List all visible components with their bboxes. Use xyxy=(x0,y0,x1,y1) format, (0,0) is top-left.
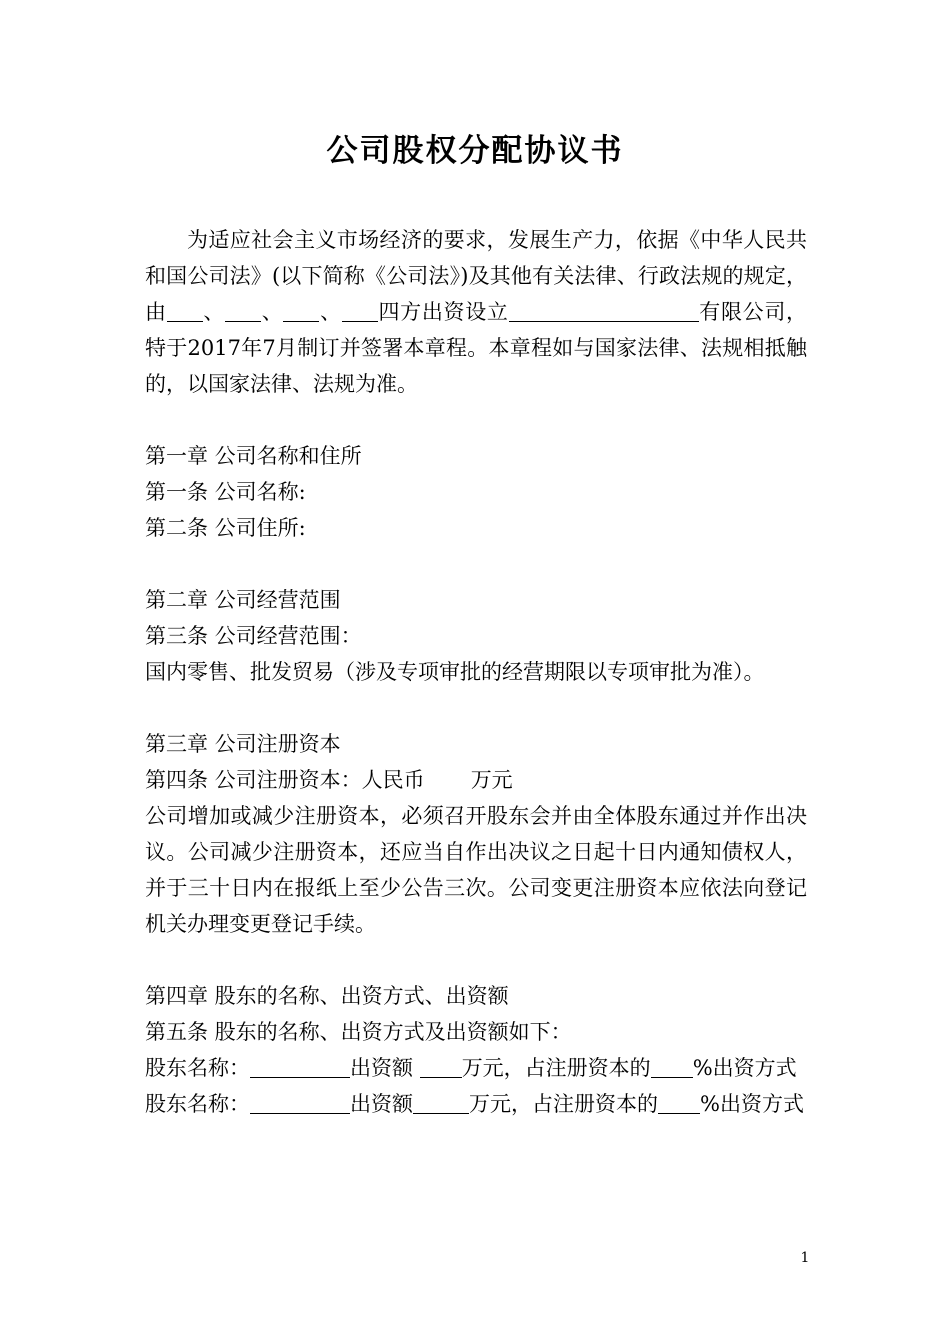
business-scope-text: 国内零售、批发贸易（涉及专项审批的经营期限以专项审批为准）。 xyxy=(145,660,765,684)
founder-blank-2 xyxy=(225,298,261,321)
chapter4-heading: 第四章 股东的名称、出资方式、出资额 xyxy=(145,984,509,1008)
chapter3-heading: 第三章 公司注册资本 xyxy=(145,732,341,756)
percent-text: %出资方式 xyxy=(700,1092,804,1116)
spacer xyxy=(145,402,807,438)
separator: 、 xyxy=(319,300,342,324)
article4-prefix: 第四条 公司注册资本：人民币 xyxy=(145,768,425,792)
preamble-paragraph xyxy=(145,222,807,402)
shareholder-row-2 xyxy=(145,1086,807,1122)
percent-blank xyxy=(658,1090,700,1113)
spacer xyxy=(145,690,807,726)
amount-blank xyxy=(413,1090,469,1113)
spacer xyxy=(145,546,807,582)
founder-blank-4 xyxy=(342,298,378,321)
article2-company-address: 第二条 公司住所: xyxy=(145,516,306,540)
percent-blank xyxy=(651,1054,693,1077)
spacer xyxy=(145,942,807,978)
chapter2-heading: 第二章 公司经营范围 xyxy=(145,588,341,612)
amount-label: 出资额 xyxy=(350,1092,413,1116)
company-name-blank xyxy=(509,298,699,321)
amount-blank xyxy=(420,1054,462,1077)
shareholder-name-blank xyxy=(250,1090,350,1113)
shareholder-label: 股东名称： xyxy=(145,1056,250,1080)
document-body xyxy=(145,222,807,1122)
page-number: 1 xyxy=(800,1250,810,1266)
article4-suffix: 万元 xyxy=(470,768,513,792)
unit-text: 万元，占注册资本的 xyxy=(461,1056,651,1080)
article3-business-scope: 第三条 公司经营范围： xyxy=(145,624,362,648)
shareholder-label: 股东名称： xyxy=(145,1092,250,1116)
separator: 、 xyxy=(261,300,284,324)
founder-blank-3 xyxy=(283,298,319,321)
separator: 、 xyxy=(202,300,226,324)
preamble-after-company: 有限公司，特于2017年7月制订并签署本章程。本章程如与国家法律、法规相抵触的，以国家法律、法规为准。 xyxy=(145,300,808,396)
article5-shareholders: 第五条 股东的名称、出资方式及出资额如下： xyxy=(145,1020,572,1044)
article1-company-name: 第一条 公司名称: xyxy=(145,480,306,504)
preamble-text: 为适应社会主义市场经济的要求，发展生产力，依据《中华人民共和国公司法》(以下简称《公司法》)及其他有关法律、行政法规的规定，由 xyxy=(145,228,807,324)
shareholder-name-blank xyxy=(250,1054,350,1077)
preamble-after-blanks: 四方出资设立 xyxy=(377,300,509,324)
document-title: 公司股权分配协议书 xyxy=(326,133,624,169)
founder-blank-1 xyxy=(167,298,203,321)
article4-registered-capital xyxy=(145,762,807,798)
unit-text: 万元，占注册资本的 xyxy=(469,1092,658,1116)
amount-label: 出资额 xyxy=(350,1056,420,1080)
percent-text: %出资方式 xyxy=(692,1056,797,1080)
shareholder-row-1 xyxy=(145,1050,807,1086)
chapter1-heading: 第一章 公司名称和住所 xyxy=(145,444,362,468)
capital-change-paragraph: 公司增加或减少注册资本，必须召开股东会并由全体股东通过并作出决议。公司减少注册资本，还应当自作出决议之日起十日内通知债权人，并于三十日内在报纸上至少公告三次。公司变更注册资本应依法向登记机关办理变更登记手续。 xyxy=(145,804,807,936)
